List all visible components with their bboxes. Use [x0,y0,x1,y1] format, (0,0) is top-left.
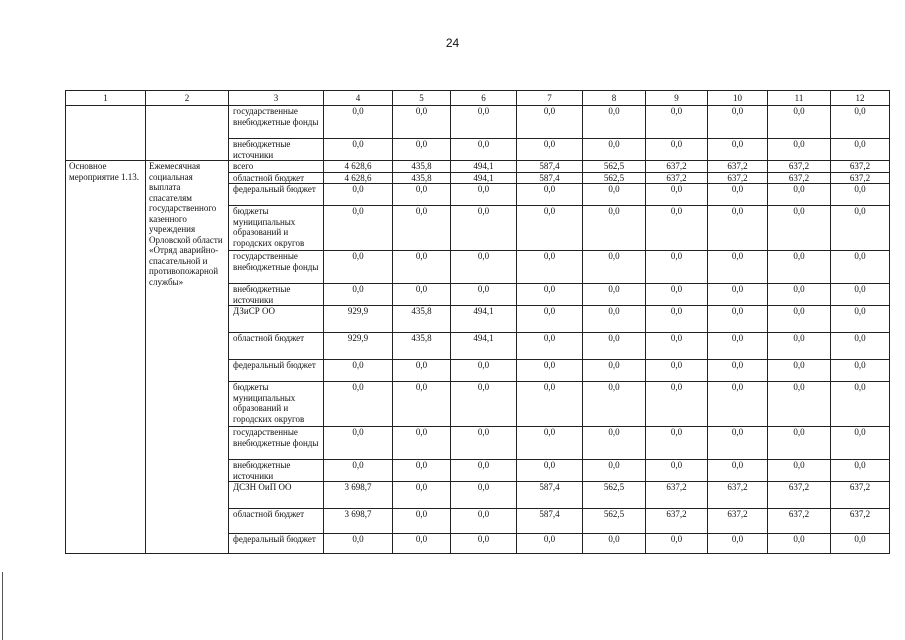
header-cell: 10 [708,91,768,106]
activity-label-cell: Основное мероприятие 1.13. [66,161,146,554]
amount-cell: 0,0 [708,139,768,161]
amount-cell: 562,5 [583,482,646,509]
amount-cell: 562,5 [583,509,646,534]
amount-cell: 929,9 [324,333,393,360]
header-cell: 9 [646,91,708,106]
amount-cell: 0,0 [583,306,646,333]
amount-cell: 435,8 [393,306,451,333]
amount-cell: 637,2 [646,509,708,534]
amount-cell: 0,0 [393,284,451,306]
amount-cell: 637,2 [768,482,831,509]
amount-cell: 0,0 [831,333,890,360]
amount-cell: 0,0 [324,534,393,554]
funding-source-cell: областной бюджет [229,333,324,360]
amount-cell: 637,2 [831,172,890,184]
amount-cell: 0,0 [831,206,890,251]
funding-source-cell: государственные внебюджетные фонды [229,427,324,460]
amount-cell: 0,0 [708,382,768,427]
table-row [66,106,890,139]
amount-cell: 0,0 [646,534,708,554]
amount-cell: 0,0 [451,106,517,139]
funding-source-cell: государственные внебюджетные фонды [229,251,324,284]
header-cell: 6 [451,91,517,106]
amount-cell: 494,1 [451,161,517,173]
empty-activity-cell [66,106,146,161]
amount-cell: 0,0 [831,427,890,460]
amount-cell: 0,0 [583,382,646,427]
amount-cell: 0,0 [517,427,583,460]
amount-cell: 637,2 [768,161,831,173]
amount-cell: 0,0 [708,306,768,333]
amount-cell: 637,2 [768,172,831,184]
amount-cell: 0,0 [583,251,646,284]
amount-cell: 0,0 [583,360,646,382]
funding-source-cell: всего [229,161,324,173]
amount-cell: 0,0 [451,509,517,534]
amount-cell: 0,0 [768,106,831,139]
funding-source-cell: бюджеты муниципальных образований и городских округов [229,382,324,427]
amount-cell: 3 698,7 [324,509,393,534]
funding-source-cell: федеральный бюджет [229,184,324,206]
amount-cell: 0,0 [324,427,393,460]
amount-cell: 562,5 [583,161,646,173]
amount-cell: 637,2 [646,161,708,173]
amount-cell: 4 628,6 [324,161,393,173]
amount-cell: 0,0 [708,184,768,206]
amount-cell: 0,0 [831,184,890,206]
amount-cell: 929,9 [324,306,393,333]
header-cell: 3 [229,91,324,106]
amount-cell: 0,0 [324,206,393,251]
amount-cell: 637,2 [708,509,768,534]
activity-description-cell: Ежемесячная социальная выплата спасателям государственного казенного учреждения Орловской области «Отряд аварийно-спасательной и противопожарной службы» [146,161,229,554]
amount-cell: 435,8 [393,161,451,173]
amount-cell: 0,0 [708,360,768,382]
amount-cell: 0,0 [451,534,517,554]
header-cell: 12 [831,91,890,106]
amount-cell: 587,4 [517,172,583,184]
amount-cell: 0,0 [517,284,583,306]
amount-cell: 0,0 [831,251,890,284]
amount-cell: 587,4 [517,161,583,173]
amount-cell: 0,0 [646,427,708,460]
header-cell: 4 [324,91,393,106]
amount-cell: 0,0 [393,360,451,382]
amount-cell: 0,0 [324,251,393,284]
scan-edge-line [2,572,3,640]
amount-cell: 637,2 [831,509,890,534]
funding-source-cell: внебюджетные источники [229,284,324,306]
amount-cell: 0,0 [646,206,708,251]
amount-cell: 0,0 [517,382,583,427]
amount-cell: 0,0 [517,139,583,161]
amount-cell: 0,0 [768,333,831,360]
funding-source-cell: государственные внебюджетные фонды [229,106,324,139]
amount-cell: 0,0 [583,534,646,554]
amount-cell: 0,0 [451,482,517,509]
amount-cell: 0,0 [517,360,583,382]
amount-cell: 637,2 [708,482,768,509]
amount-cell: 494,1 [451,306,517,333]
amount-cell: 0,0 [646,333,708,360]
table-row [66,161,890,173]
funding-source-cell: ДЗиСР ОО [229,306,324,333]
amount-cell: 0,0 [324,284,393,306]
amount-cell: 562,5 [583,172,646,184]
amount-cell: 0,0 [831,284,890,306]
funding-source-cell: внебюджетные источники [229,460,324,482]
amount-cell: 0,0 [646,139,708,161]
amount-cell: 0,0 [646,184,708,206]
amount-cell: 0,0 [708,106,768,139]
amount-cell: 587,4 [517,509,583,534]
amount-cell: 0,0 [831,382,890,427]
amount-cell: 0,0 [768,306,831,333]
amount-cell: 435,8 [393,333,451,360]
amount-cell: 0,0 [517,251,583,284]
amount-cell: 0,0 [517,106,583,139]
amount-cell: 0,0 [451,206,517,251]
amount-cell: 0,0 [768,460,831,482]
funding-source-cell: областной бюджет [229,509,324,534]
table-header [66,91,890,106]
amount-cell: 0,0 [646,460,708,482]
amount-cell: 0,0 [768,139,831,161]
amount-cell: 0,0 [708,427,768,460]
amount-cell: 0,0 [708,284,768,306]
amount-cell: 494,1 [451,333,517,360]
amount-cell: 637,2 [768,509,831,534]
amount-cell: 637,2 [831,161,890,173]
amount-cell: 0,0 [393,206,451,251]
header-cell: 7 [517,91,583,106]
amount-cell: 0,0 [768,184,831,206]
header-cell: 5 [393,91,451,106]
funding-source-cell: внебюджетные источники [229,139,324,161]
amount-cell: 0,0 [831,106,890,139]
amount-cell: 0,0 [708,534,768,554]
amount-cell: 0,0 [646,382,708,427]
amount-cell: 637,2 [646,172,708,184]
amount-cell: 0,0 [583,106,646,139]
page-number: 24 [445,36,460,50]
funding-source-cell: областной бюджет [229,172,324,184]
amount-cell: 0,0 [393,482,451,509]
amount-cell: 0,0 [517,206,583,251]
header-cell: 1 [66,91,146,106]
amount-cell: 0,0 [324,106,393,139]
amount-cell: 0,0 [517,184,583,206]
amount-cell: 637,2 [708,161,768,173]
amount-cell: 4 628,6 [324,172,393,184]
amount-cell: 0,0 [393,509,451,534]
amount-cell: 435,8 [393,172,451,184]
amount-cell: 0,0 [517,460,583,482]
amount-cell: 0,0 [708,251,768,284]
amount-cell: 494,1 [451,172,517,184]
funding-source-cell: ДСЗН ОиП ОО [229,482,324,509]
header-cell: 8 [583,91,646,106]
amount-cell: 0,0 [583,460,646,482]
amount-cell: 0,0 [451,251,517,284]
amount-cell: 0,0 [768,382,831,427]
amount-cell: 0,0 [451,284,517,306]
amount-cell: 637,2 [831,482,890,509]
amount-cell: 0,0 [708,206,768,251]
amount-cell: 0,0 [393,382,451,427]
amount-cell: 0,0 [831,139,890,161]
amount-cell: 0,0 [708,333,768,360]
amount-cell: 0,0 [583,206,646,251]
amount-cell: 0,0 [583,333,646,360]
header-cell: 11 [768,91,831,106]
amount-cell: 0,0 [451,382,517,427]
amount-cell: 0,0 [517,306,583,333]
funding-source-cell: федеральный бюджет [229,534,324,554]
amount-cell: 0,0 [768,360,831,382]
header-cell: 2 [146,91,229,106]
amount-cell: 0,0 [831,534,890,554]
empty-description-cell [146,106,229,161]
amount-cell: 0,0 [583,427,646,460]
amount-cell: 0,0 [324,360,393,382]
amount-cell: 0,0 [831,360,890,382]
amount-cell: 0,0 [583,139,646,161]
amount-cell: 0,0 [324,460,393,482]
amount-cell: 0,0 [451,184,517,206]
amount-cell: 0,0 [324,184,393,206]
amount-cell: 0,0 [583,184,646,206]
amount-cell: 0,0 [393,534,451,554]
funding-source-cell: бюджеты муниципальных образований и городских округов [229,206,324,251]
amount-cell: 0,0 [451,360,517,382]
amount-cell: 587,4 [517,482,583,509]
amount-cell: 0,0 [646,360,708,382]
amount-cell: 0,0 [768,427,831,460]
amount-cell: 0,0 [646,251,708,284]
amount-cell: 0,0 [517,333,583,360]
amount-cell: 0,0 [708,460,768,482]
amount-cell: 0,0 [451,460,517,482]
amount-cell: 0,0 [646,106,708,139]
amount-cell: 0,0 [646,284,708,306]
amount-cell: 0,0 [451,427,517,460]
amount-cell: 0,0 [517,534,583,554]
table-body [66,106,890,554]
amount-cell: 637,2 [646,482,708,509]
header-row [66,91,890,106]
amount-cell: 0,0 [451,139,517,161]
amount-cell: 0,0 [768,251,831,284]
amount-cell: 0,0 [324,139,393,161]
amount-cell: 0,0 [583,284,646,306]
amount-cell: 0,0 [393,251,451,284]
amount-cell: 0,0 [646,306,708,333]
funding-source-cell: федеральный бюджет [229,360,324,382]
amount-cell: 0,0 [768,534,831,554]
amount-cell: 0,0 [324,382,393,427]
amount-cell: 0,0 [831,460,890,482]
amount-cell: 0,0 [768,284,831,306]
amount-cell: 0,0 [768,206,831,251]
amount-cell: 0,0 [393,106,451,139]
amount-cell: 0,0 [393,184,451,206]
amount-cell: 3 698,7 [324,482,393,509]
amount-cell: 0,0 [393,427,451,460]
amount-cell: 0,0 [393,460,451,482]
amount-cell: 0,0 [393,139,451,161]
amount-cell: 0,0 [831,306,890,333]
budget-table [65,90,890,554]
amount-cell: 637,2 [708,172,768,184]
